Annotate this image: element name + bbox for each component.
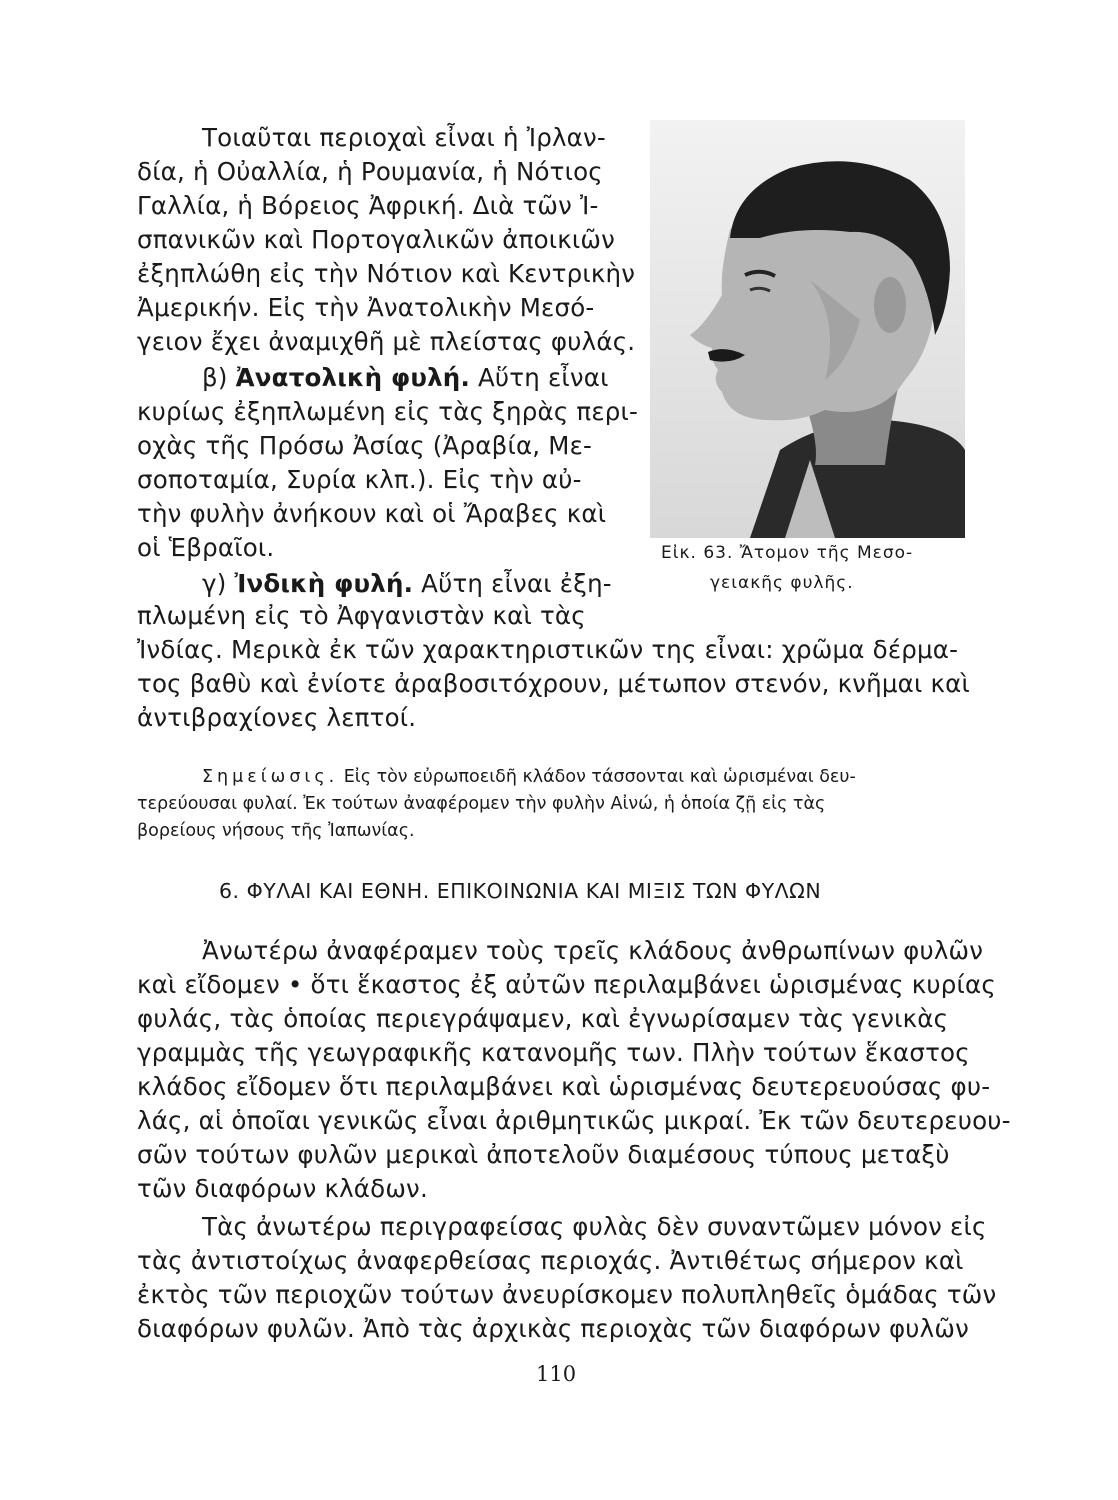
text-line: τος βαθὺ καὶ ἐνίοτε ἀραβοσιτόχρουν, μέτωπον στενόν, κνῆμαι καὶ xyxy=(137,669,970,698)
text-line: τὴν φυλὴν ἀνήκουν καὶ οἱ Ἄραβες καὶ xyxy=(137,499,607,528)
text-line: ἐξηπλώθη εἰς τὴν Νότιον καὶ Κεντρικὴν xyxy=(137,259,636,288)
portrait-figure xyxy=(650,120,965,538)
text-line: σοποταμία, Συρία κλπ.). Εἰς τὴν αὐ- xyxy=(137,465,582,494)
text-line: οχὰς τῆς Πρόσω Ἀσίας (Ἀραβία, Με- xyxy=(137,431,593,460)
term-indian-race: Ἰνδικὴ φυλή. xyxy=(234,569,414,598)
text-line: λάς, αἱ ὁποῖαι γενικῶς εἶναι ἀριθμητικῶς μικραί. Ἐκ τῶν δευτερευου- xyxy=(137,1106,1011,1135)
text-line: Ἰνδίας. Μερικὰ ἐκ τῶν χαρακτηριστικῶν της εἶναι: χρῶμα δέρμα- xyxy=(137,635,959,664)
text-line: δία, ἡ Οὐαλλία, ἡ Ρουμανία, ἡ Νότιος xyxy=(137,157,603,186)
text-line: κλάδος εἴδομεν ὅτι περιλαμβάνει καὶ ὡρισμένας δευτερευούσας φυ- xyxy=(137,1072,991,1101)
text-line: οἱ Ἑβραῖοι. xyxy=(137,533,275,562)
text-line: ἀντιβραχίονες λεπτοί. xyxy=(137,703,417,732)
text-line: γειον ἔχει ἀναμιχθῆ μὲ πλείστας φυλάς. xyxy=(137,327,636,356)
note-label: Σημείωσις. xyxy=(202,767,339,787)
text-line: τῶν διαφόρων κλάδων. xyxy=(137,1174,428,1203)
section-heading: 6. ΦΥΛΑΙ ΚΑΙ ΕΘΝΗ. ΕΠΙΚΟΙΝΩΝΙΑ ΚΑΙ ΜΙΞΙΣ ΤΩΝ ΦΥΛΩΝ xyxy=(219,879,822,903)
text-fragment: Αὕτη εἶναι ἐξη- xyxy=(421,569,612,598)
figure-caption-line: Εἰκ. 63. Ἄτομον τῆς Μεσο- xyxy=(661,543,914,563)
figure-caption-line: γειακῆς φυλῆς. xyxy=(710,573,854,593)
term-eastern-race: Ἀνατολικὴ φυλή. xyxy=(235,363,470,392)
profile-portrait-image xyxy=(650,120,965,538)
text-line: Ἀμερικήν. Εἰς τὴν Ἀνατολικὴν Μεσό- xyxy=(137,293,595,322)
text-line: Γαλλία, ἡ Βόρειος Ἀφρική. Διὰ τῶν Ἰ- xyxy=(137,191,599,220)
page-number: 110 xyxy=(536,1362,577,1386)
note-line xyxy=(202,765,856,789)
text-line: σπανικῶν καὶ Πορτογαλικῶν ἀποικιῶν xyxy=(137,225,615,254)
text-line: Τὰς ἀνωτέρω περιγραφείσας φυλὰς δὲν συναντῶμεν μόνον εἰς xyxy=(202,1212,987,1241)
note-line: τερεύουσαι φυλαί. Ἐκ τούτων ἀναφέρομεν τὴν φυλὴν Αἰνώ, ἡ ὁποία ζῇ εἰς τὰς xyxy=(137,794,826,814)
list-marker: β) xyxy=(202,363,228,392)
note-line: βορείους νήσους τῆς Ἰαπωνίας. xyxy=(137,821,415,841)
text-line xyxy=(202,361,609,395)
text-line: Ἀνωτέρω ἀναφέραμεν τοὺς τρεῖς κλάδους ἀνθρωπίνων φυλῶν xyxy=(202,936,984,965)
text-line: φυλάς, τὰς ὁποίας περιεγράψαμεν, καὶ ἐγνωρίσαμεν τὰς γενικὰς xyxy=(137,1004,949,1033)
text-line: γραμμὰς τῆς γεωγραφικῆς κατανομῆς των. Πλὴν τούτων ἕκαστος xyxy=(137,1038,970,1067)
text-line: πλωμένη εἰς τὸ Ἀφγανιστὰν καὶ τὰς xyxy=(137,601,586,630)
text-line: διαφόρων φυλῶν. Ἀπὸ τὰς ἀρχικὰς περιοχὰς τῶν διαφόρων φυλῶν xyxy=(137,1314,969,1343)
text-line: καὶ εἴδομεν • ὅτι ἕκαστος ἐξ αὐτῶν περιλαμβάνει ὡρισμένας κυρίας xyxy=(137,970,996,999)
text-fragment: Εἰς τὸν εὐρωποειδῆ κλάδον τάσσονται καὶ ὡρισμέναι δευ- xyxy=(343,767,856,787)
text-fragment: Αὕτη εἶναι xyxy=(477,363,609,392)
text-line: ἐκτὸς τῶν περιοχῶν τούτων ἀνευρίσκομεν πολυπληθεῖς ὁμάδας τῶν xyxy=(137,1280,997,1309)
text-line: τὰς ἀντιστοίχως ἀναφερθείσας περιοχάς. Ἀντιθέτως σήμερον καὶ xyxy=(137,1246,964,1275)
text-line xyxy=(202,567,612,601)
list-marker: γ) xyxy=(202,569,227,598)
text-line: κυρίως ἐξηπλωμένη εἰς τὰς ξηρὰς περι- xyxy=(137,397,639,426)
text-line: Τοιαῦται περιοχαὶ εἶναι ἡ Ἰρλαν- xyxy=(202,123,606,152)
text-line: σῶν τούτων φυλῶν μερικαὶ ἀποτελοῦν διαμέσους τύπους μεταξὺ xyxy=(137,1140,950,1169)
